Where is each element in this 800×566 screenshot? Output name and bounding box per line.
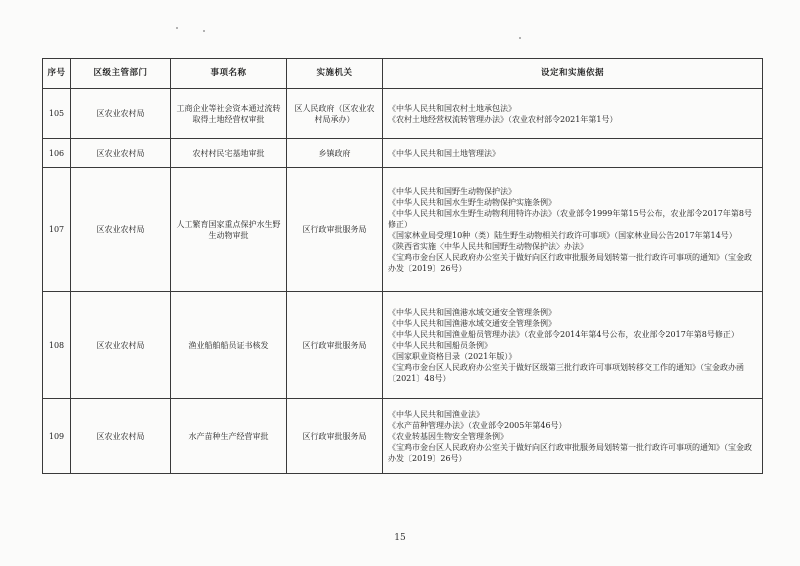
- row-implementing-org: 区行政审批服务局: [287, 399, 383, 474]
- header-basis: 设定和实施依据: [383, 59, 763, 89]
- row-basis: [383, 292, 763, 399]
- basis-citation: 《中华人民共和国土地管理法》: [388, 148, 500, 158]
- basis-citation: 《陕西省实施〈中华人民共和国野生动物保护法〉办法》: [388, 241, 588, 251]
- scan-speck: [176, 27, 178, 29]
- table-row: [43, 168, 763, 292]
- row-dept: 区农业农村局: [71, 139, 171, 168]
- row-dept: 区农业农村局: [71, 89, 171, 139]
- row-seq: 107: [43, 168, 71, 292]
- basis-citation: 《中华人民共和国水生野生动物利用特许办法》（农业部令1999年第15号公布，农业部令2017年第8号修正）: [388, 208, 752, 229]
- row-basis: [383, 89, 763, 139]
- row-seq: 109: [43, 399, 71, 474]
- row-item-name: 水产苗种生产经营审批: [171, 399, 287, 474]
- basis-citation: 《农业转基因生物安全管理条例》: [388, 431, 508, 441]
- basis-citation: 《宝鸡市金台区人民政府办公室关于做好区级第三批行政许可事项划转移交工作的通知》（宝金政办函〔2021〕48号）: [388, 362, 744, 383]
- basis-citation: 《国家林业局受理10种（类）陆生野生动物相关行政许可事项》（国家林业局公告2017年第14号）: [388, 230, 737, 240]
- row-basis: [383, 139, 763, 168]
- table-row: [43, 89, 763, 139]
- header-item: 事项名称: [171, 59, 287, 89]
- row-item-name: 渔业船舶船员证书核发: [171, 292, 287, 399]
- row-basis: [383, 399, 763, 474]
- basis-citation: 《中华人民共和国渔港水域交通安全管理条例》: [388, 307, 556, 317]
- page-number: 15: [394, 533, 406, 543]
- header-seq: 序号: [43, 59, 71, 89]
- table-row: [43, 292, 763, 399]
- basis-citation: 《宝鸡市金台区人民政府办公室关于做好向区行政审批服务局划转第一批行政许可事项的通知》（宝金政办发〔2019〕26号）: [388, 442, 752, 463]
- scan-speck: [519, 37, 521, 39]
- basis-citation: 《中华人民共和国水生野生动物保护实施条例》: [388, 197, 556, 207]
- row-seq: 105: [43, 89, 71, 139]
- header-dept: 区级主管部门: [71, 59, 171, 89]
- basis-citation: 《中华人民共和国渔港水域交通安全管理条例》: [388, 318, 556, 328]
- table-row: [43, 139, 763, 168]
- row-dept: 区农业农村局: [71, 168, 171, 292]
- row-seq: 106: [43, 139, 71, 168]
- table-header-row: [43, 59, 763, 89]
- basis-citation: 《中华人民共和国船员条例》: [388, 340, 492, 350]
- row-implementing-org: 乡镇政府: [287, 139, 383, 168]
- row-item-name: 工商企业等社会资本通过流转取得土地经营权审批: [171, 89, 287, 139]
- basis-citation: 《水产苗种管理办法》（农业部令2005年第46号）: [388, 420, 567, 430]
- basis-citation: 《国家职业资格目录（2021年版）》: [388, 351, 517, 361]
- basis-citation: 《中华人民共和国渔业船员管理办法》（农业部令2014年第4号公布，农业部令2017年第8号修正）: [388, 329, 739, 339]
- header-org: 实施机关: [287, 59, 383, 89]
- table-row: [43, 399, 763, 474]
- basis-citation: 《中华人民共和国渔业法》: [388, 409, 484, 419]
- approval-items-table: [42, 58, 763, 474]
- row-dept: 区农业农村局: [71, 292, 171, 399]
- row-basis: [383, 168, 763, 292]
- basis-citation: 《农村土地经营权流转管理办法》（农业农村部令2021年第1号）: [388, 114, 618, 124]
- row-dept: 区农业农村局: [71, 399, 171, 474]
- basis-citation: 《中华人民共和国野生动物保护法》: [388, 186, 516, 196]
- row-implementing-org: 区人民政府（区农业农村局承办）: [287, 89, 383, 139]
- row-seq: 108: [43, 292, 71, 399]
- row-item-name: 人工繁育国家重点保护水生野生动物审批: [171, 168, 287, 292]
- row-item-name: 农村村民宅基地审批: [171, 139, 287, 168]
- basis-citation: 《中华人民共和国农村土地承包法》: [388, 103, 516, 113]
- basis-citation: 《宝鸡市金台区人民政府办公室关于做好向区行政审批服务局划转第一批行政许可事项的通知》（宝金政办发〔2019〕26号）: [388, 252, 752, 273]
- scan-speck: [203, 30, 205, 32]
- row-implementing-org: 区行政审批服务局: [287, 168, 383, 292]
- table-body: [43, 89, 763, 474]
- row-implementing-org: 区行政审批服务局: [287, 292, 383, 399]
